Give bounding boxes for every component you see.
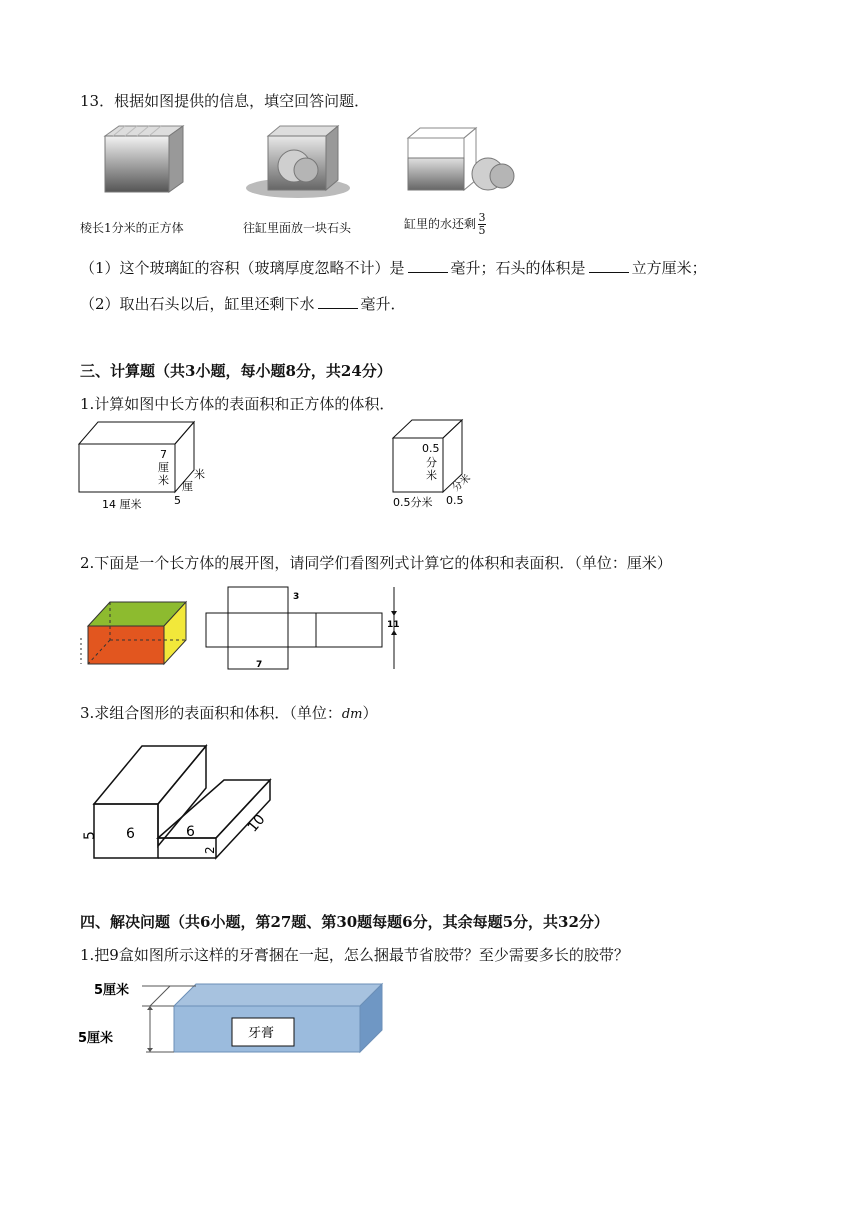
composite-label-5: 5 (82, 831, 98, 840)
net-label-7: 7 (256, 660, 263, 670)
q13-part1-end: 立方厘米； (631, 259, 707, 277)
cube-top-num: 0.5 (422, 442, 440, 455)
cuboid-figure (74, 418, 214, 514)
q13-line2 (80, 294, 406, 314)
section3-title: 三、计算题（共3小题，每小题8分，共24分） (80, 362, 392, 380)
composite-label-6a: 6 (126, 826, 135, 842)
sec3-q3 (80, 703, 378, 725)
cube-side-unit: 分米 (450, 472, 473, 495)
cuboid-height-unit2: 米 (158, 474, 169, 487)
sec4-q1: 1.把9盒如图所示这样的牙膏捆在一起，怎么捆最节省胶带？至少需要多长的胶带？ (80, 946, 629, 964)
cuboid-length: 14 厘米 (102, 498, 142, 511)
cube-dimensions-figure (388, 416, 488, 516)
section4-title: 四、解决问题（共6小题，第27题、第30题每题6分，其余每题5分，共32分） (80, 913, 609, 931)
fraction-denominator: 5 (478, 224, 486, 237)
tank-remaining-figure (402, 124, 522, 196)
caption-cube: 棱长1分米的正方体 (80, 221, 184, 235)
answer-blank-stone[interactable] (589, 258, 629, 273)
composite-label-2: 2 (203, 846, 217, 854)
sec3-q2: 2.下面是一个长方体的展开图，请同学们看图列式计算它的体积和表面积．（单位：厘米） (80, 554, 672, 572)
composite-label-6b: 6 (186, 824, 195, 840)
colored-cuboid-figure (78, 598, 190, 668)
label-width: 5厘米 (94, 983, 130, 998)
q13-part2-text: （2）取出石头以后，缸里还剩下水 (80, 295, 315, 313)
tank-with-stone-figure (240, 122, 360, 200)
cube-figure (95, 122, 195, 196)
net-diagram (204, 585, 404, 671)
net-label-3: 3 (293, 592, 300, 602)
cuboid-width-num: 5 (174, 494, 181, 507)
cuboid-width-unit2: 米 (194, 468, 205, 481)
fraction-numerator: 3 (478, 211, 486, 224)
net-label-11: 11 (387, 620, 400, 630)
composite-figure (80, 742, 280, 864)
q13-title: 13．根据如图提供的信息，填空回答问题． (80, 92, 370, 110)
cuboid-height-unit1: 厘 (158, 461, 169, 474)
cube-side-num: 0.5 (446, 494, 464, 507)
q13-part2-end: 毫升． (360, 295, 406, 313)
sec3-q3-close: ） (362, 704, 378, 722)
q13-line1 (80, 258, 707, 278)
sec3-q1: 1.计算如图中长方体的表面积和正方体的体积． (80, 395, 395, 413)
label-height: 5厘米 (78, 1031, 114, 1046)
cube-bottom-label: 0.5分米 (393, 496, 433, 509)
caption-remaining (404, 212, 486, 237)
cuboid-width-unit1: 厘 (182, 480, 193, 493)
q13-part1-mid: 毫升；石头的体积是 (450, 259, 586, 277)
caption-stone: 往缸里面放一块石头 (243, 221, 352, 235)
sec3-q3-unit: dm (341, 707, 363, 722)
answer-blank-water[interactable] (318, 294, 358, 309)
toothpaste-box-figure (76, 978, 386, 1056)
sec3-q3-text: 3.求组合图形的表面积和体积．（单位： (80, 704, 342, 722)
caption-remaining-text: 缸里的水还剩 (404, 217, 477, 231)
cube-top-unit2: 米 (426, 469, 437, 482)
answer-blank-volume[interactable] (408, 258, 448, 273)
cube-top-unit1: 分 (426, 456, 437, 469)
q13-part1-text: （1）这个玻璃缸的容积（玻璃厚度忽略不计）是 (80, 259, 405, 277)
composite-label-10: 10 (244, 811, 269, 836)
box-label: 牙膏 (248, 1026, 275, 1041)
cuboid-height-num: 7 (160, 448, 167, 461)
fraction-three-fifths (478, 212, 486, 237)
